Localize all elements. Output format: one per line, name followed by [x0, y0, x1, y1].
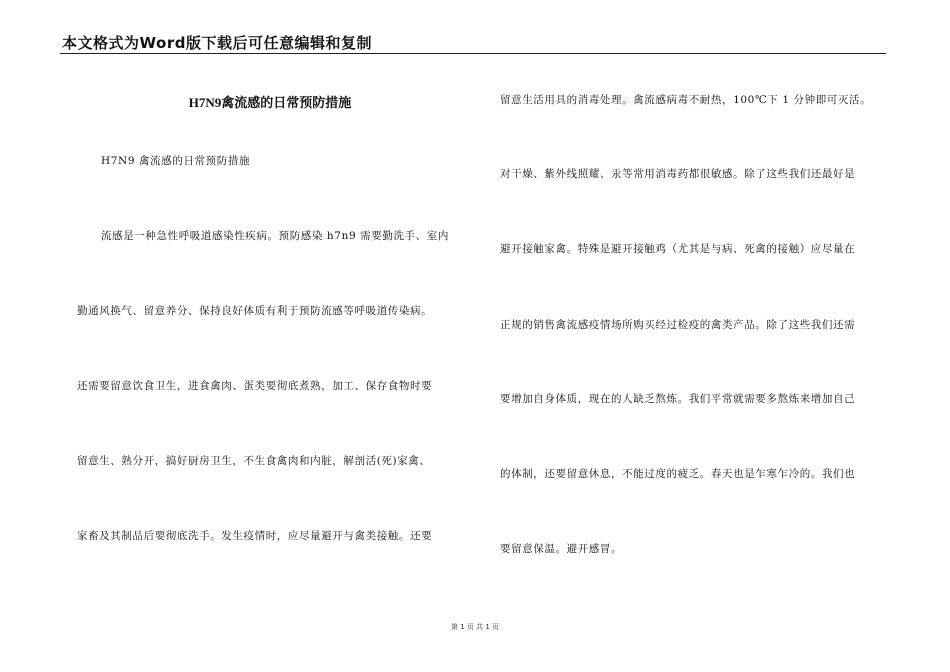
page-footer: 第 1 页 共 1 页	[450, 623, 500, 631]
document-title: H7N9禽流感的日常预防措施	[188, 95, 352, 110]
paragraph-line: 还需要留意饮食卫生，进食禽肉、蛋类要彻底煮熟，加工、保存食物时要	[77, 380, 433, 392]
paragraph-line: 留意生、熟分开，搞好厨房卫生，不生食禽肉和内脏，解剖活(死)家禽、	[77, 455, 431, 467]
paragraph-line: 的体制，还要留意休息，不能过度的疲乏。春天也是乍寒乍冷的。我们也	[500, 468, 856, 480]
paragraph-line: 要增加自身体质，现在的人缺乏熬炼。我们平常就需要多熬炼来增加自己	[500, 393, 856, 405]
paragraph-line: 勤通风换气、留意养分、保持良好体质有利于预防流感等呼吸道传染病。	[77, 305, 433, 317]
banner-divider	[60, 53, 886, 54]
document-banner: 本文格式为Word版下载后可任意编辑和复制	[62, 34, 372, 52]
paragraph-line: 流感是一种急性呼吸道感染性疾病。预防感染 h7n9 需要勤洗手、室内	[101, 230, 449, 242]
paragraph-line: 对干燥、紫外线照耀、汞等常用消毒药都很敏感。除了这些我们还最好是	[500, 168, 856, 180]
paragraph-line: 正规的销售禽流感疫情场所购买经过检疫的禽类产品。除了这些我们还需	[500, 319, 856, 331]
paragraph-line: H7N9 禽流感的日常预防措施	[101, 155, 251, 167]
paragraph-line: 留意生活用具的消毒处理。禽流感病毒不耐热，100℃下 1 分钟即可灭活。	[500, 94, 872, 106]
paragraph-line: 要留意保温。避开感冒。	[500, 543, 623, 555]
paragraph-line: 家畜及其制品后要彻底洗手。发生疫情时，应尽量避开与禽类接触。还要	[77, 530, 433, 542]
paragraph-line: 避开接触家禽。特殊是避开接触鸡（尤其是与病、死禽的接触）应尽量在	[500, 243, 856, 255]
